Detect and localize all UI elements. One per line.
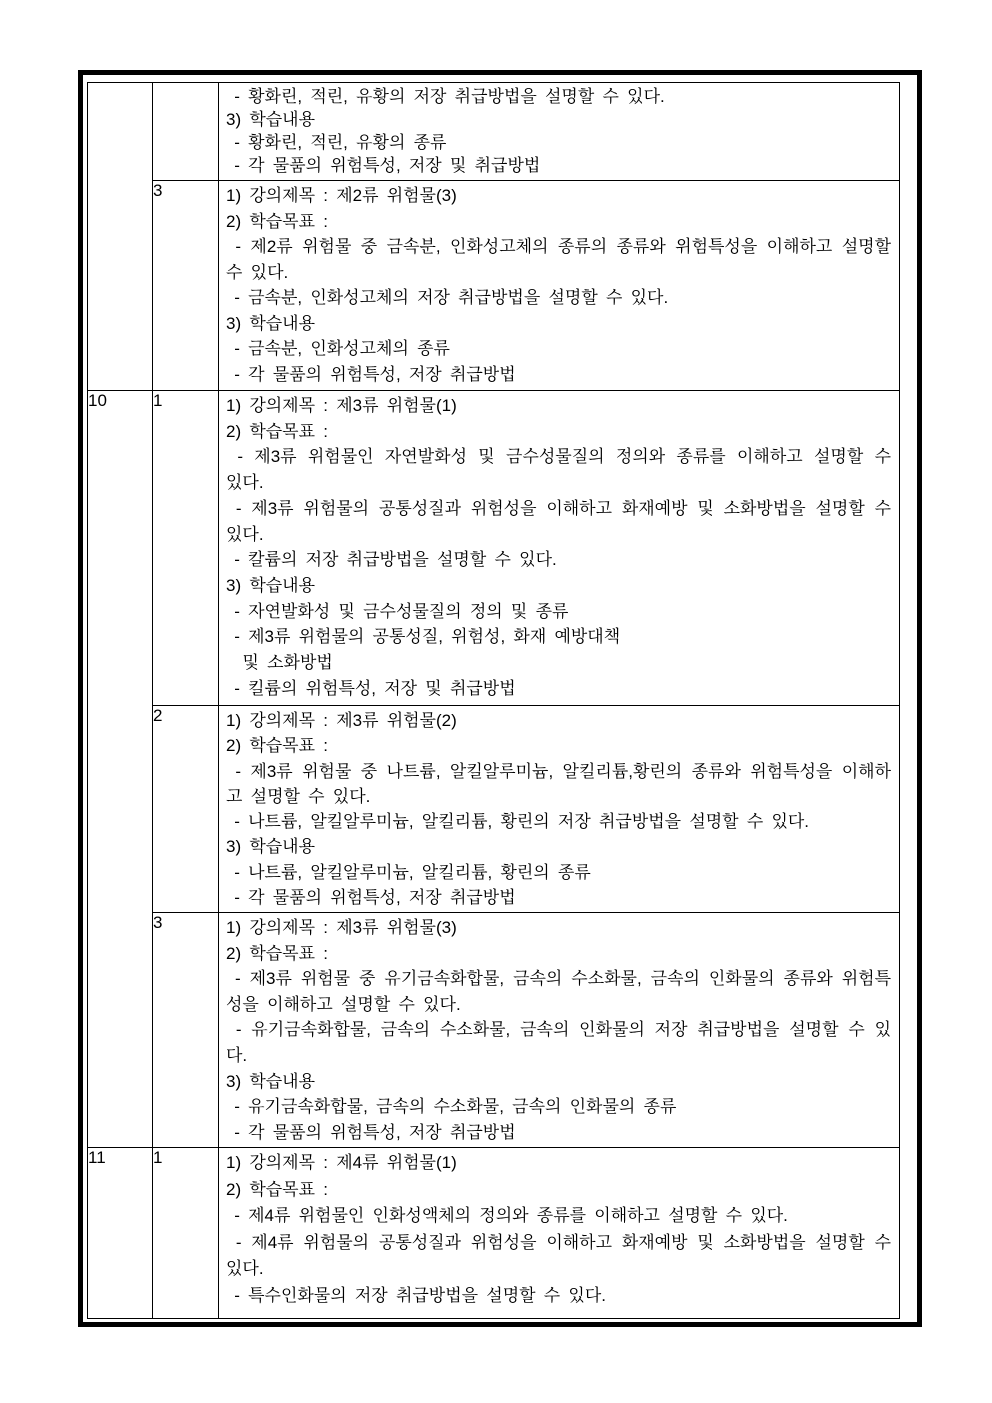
table-row: [88, 391, 900, 706]
table-row: [88, 913, 900, 1148]
content-line: 2) 학습목표 :: [226, 1179, 328, 1199]
content-line: - 제3류 위험물의 공통성질과 위험성을 이해하고 화재예방 및 소화방법을 설명할 수: [226, 498, 891, 518]
content-lines: [219, 1148, 899, 1317]
content-line: 1) 강의제목 : 제4류 위험물(1): [226, 1153, 457, 1172]
content-line: 3) 학습내용: [226, 313, 316, 333]
content-line: 성을 이해하고 설명할 수 있다.: [226, 994, 461, 1014]
content-line: - 나트륨, 알킬알루미늄, 알킬리튬, 황린의 저장 취급방법을 설명할 수 있다.: [226, 812, 810, 832]
content-cell: [219, 83, 900, 181]
table-row: [88, 181, 900, 391]
content-line: - 각 물품의 위험특성, 저장 및 취급방법: [226, 156, 541, 175]
content-line: - 제2류 위험물 중 금속분, 인화성고체의 종류의 종류와 위험특성을 이해하고 설명할: [226, 237, 891, 256]
content-line: - 제4류 위험물인 인화성액체의 정의와 종류를 이해하고 설명할 수 있다.: [226, 1206, 788, 1225]
content-line: 3) 학습내용: [226, 575, 316, 595]
content-line: - 칼륨의 저장 취급방법을 설명할 수 있다.: [226, 550, 557, 570]
session-cell: 3: [153, 913, 219, 1148]
content-line: 수 있다.: [226, 262, 289, 282]
content-lines: [219, 83, 899, 179]
session-cell: 1: [153, 391, 219, 706]
content-line: - 금속분, 인화성고체의 저장 취급방법을 설명할 수 있다.: [226, 288, 669, 307]
session-cell: 3: [153, 181, 219, 391]
content-lines: [219, 391, 899, 704]
content-line: 3) 학습내용: [226, 837, 316, 857]
content-line: 1) 강의제목 : 제3류 위험물(1): [226, 396, 457, 415]
content-line: - 황화린, 적린, 유황의 종류: [226, 133, 447, 152]
content-cell: [219, 181, 900, 391]
content-lines: [219, 706, 899, 911]
content-line: - 나트륨, 알킬알루미늄, 알킬리튬, 황린의 종류: [226, 862, 591, 882]
week-cell: 10: [88, 391, 153, 1148]
syllabus-table: [87, 82, 900, 1319]
content-line: 2) 학습목표 :: [226, 421, 328, 441]
content-line: 2) 학습목표 :: [226, 943, 328, 963]
content-cell: [219, 913, 900, 1148]
table-row: [88, 83, 900, 181]
content-line: 3) 학습내용: [226, 110, 316, 129]
content-line: - 특수인화물의 저장 취급방법을 설명할 수 있다.: [226, 1285, 606, 1305]
content-line: - 유기금속화합물, 금속의 수소화물, 금속의 인화물의 저장 취급방법을 설명할 수 있: [226, 1020, 892, 1040]
content-line: - 킬륨의 위험특성, 저장 및 취급방법: [226, 678, 516, 698]
content-line: - 각 물품의 위험특성, 저장 취급방법: [226, 888, 516, 908]
content-cell: [219, 391, 900, 706]
content-line: 3) 학습내용: [226, 1071, 316, 1091]
content-line: - 금속분, 인화성고체의 종류: [226, 339, 450, 358]
content-line: - 제4류 위험물의 공통성질과 위험성을 이해하고 화재예방 및 소화방법을 설명할 수: [226, 1232, 891, 1252]
content-line: 및 소화방법: [226, 653, 333, 673]
content-lines: [219, 181, 899, 389]
session-cell: [153, 83, 219, 181]
content-line: 2) 학습목표 :: [226, 736, 328, 756]
content-line: 고 설명할 수 있다.: [226, 786, 371, 806]
table-row: [88, 1148, 900, 1319]
content-line: - 각 물품의 위험특성, 저장 취급방법: [226, 1122, 516, 1142]
content-line: 다.: [226, 1045, 248, 1065]
content-cell: [219, 706, 900, 913]
session-cell: 1: [153, 1148, 219, 1319]
table-row: [88, 706, 900, 913]
content-line: 1) 강의제목 : 제3류 위험물(3): [226, 918, 457, 937]
content-line: - 자연발화성 및 금수성물질의 정의 및 종류: [226, 601, 569, 621]
week-cell: 11: [88, 1148, 153, 1319]
content-line: 1) 강의제목 : 제3류 위험물(2): [226, 711, 457, 730]
content-line: - 황화린, 적린, 유황의 저장 취급방법을 설명할 수 있다.: [226, 87, 665, 106]
content-line: - 제3류 위험물 중 유기금속화합물, 금속의 수소화물, 금속의 인화물의 종류와 위험특: [226, 969, 892, 989]
content-line: - 제3류 위험물인 자연발화성 및 금수성물질의 정의와 종류를 이해하고 설명할 수: [226, 447, 891, 467]
content-line: - 제3류 위험물 중 나트륨, 알킬알루미늄, 알킬리튬,황린의 종류와 위험특성을 이해하: [226, 761, 892, 781]
content-line: 2) 학습목표 :: [226, 211, 328, 231]
content-line: 1) 강의제목 : 제2류 위험물(3): [226, 186, 457, 205]
week-cell: [88, 83, 153, 391]
content-line: 있다.: [226, 1259, 264, 1278]
content-line: - 각 물품의 위험특성, 저장 취급방법: [226, 364, 516, 384]
content-line: 있다.: [226, 524, 264, 544]
content-line: - 제3류 위험물의 공통성질, 위험성, 화재 예방대책: [226, 627, 621, 647]
content-cell: [219, 1148, 900, 1319]
content-lines: [219, 913, 899, 1146]
content-line: 있다.: [226, 473, 264, 493]
content-line: - 유기금속화합물, 금속의 수소화물, 금속의 인화물의 종류: [226, 1097, 677, 1117]
session-cell: 2: [153, 706, 219, 913]
